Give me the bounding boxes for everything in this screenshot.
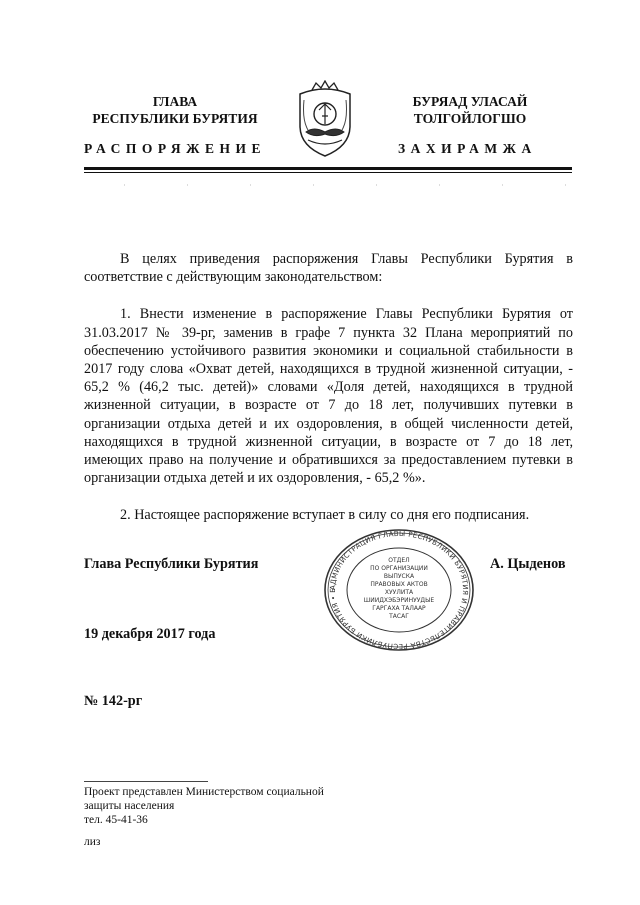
footer-rule <box>84 781 208 782</box>
header-right-line2: ТОЛГОЙЛОГШО <box>413 111 527 126</box>
header-left <box>80 93 270 127</box>
doc-type-left: РАСПОРЯЖЕНИЕ <box>84 141 267 156</box>
svg-text:ХУУЛИТА: ХУУЛИТА <box>384 589 414 596</box>
body-item-1: 1. Внести изменение в распоряжение Главы Республики Бурятия от 31.03.2017 № 39-рг, заменив в графе 7 пункта 32 Плана мероприятий по обеспечению устойчивого развития экономики и социальной стабильности в 2017 году слова «Охват детей, находящихся в трудной жизненной ситуации, - 65,2 % (46,2 тыс. детей)» словами «Доля детей, находящихся в трудной жизненной ситуации, в возрасте от 7 до 18 лет, получивших путевки в организации отдыха детей и их оздоровления, в общей численности детей, находящихся в трудной жизненной ситуации, в возрасте от 7 до 18 лет, имеющих право на получение и обратившихся за предоставлением путевки в организации отдыха детей и их оздоровления, - 65,2 %». <box>84 306 573 487</box>
header-right <box>370 93 570 127</box>
document-number: № 142-рг <box>84 693 143 709</box>
footer-line-1: Проект представлен Министерством социальной <box>84 786 324 798</box>
body-intro: В целях приведения распоряжения Главы Республики Бурятия в соответствие с действующим законодательством: <box>84 251 573 286</box>
header-rule-thick <box>84 167 572 170</box>
header-left-line1: ГЛАВА <box>152 94 198 109</box>
header-left-line2: РЕСПУБЛИКИ БУРЯТИЯ <box>92 111 258 126</box>
coat-of-arms-icon <box>294 80 356 160</box>
svg-text:АДМИНИСТРАЦИЯ ГЛАВЫ РЕСПУБЛИКИ: АДМИНИСТРАЦИЯ ГЛАВЫ РЕСПУБЛИКИ БУРЯТИЯ И ПРАВИТЕЛЬСТВА РЕСПУБЛИКИ БУРЯТИЯ • Б <box>328 529 470 651</box>
official-seal-stamp <box>322 528 476 652</box>
doc-type-right: ЗАХИРАМЖА <box>398 141 537 156</box>
svg-text:ШИИДХЭБЭРИНУУДЫЕ: ШИИДХЭБЭРИНУУДЫЕ <box>363 597 435 604</box>
header-right-line1: БУРЯАД УЛАСАЙ <box>412 94 528 109</box>
svg-text:ВЫПУСКА: ВЫПУСКА <box>383 573 415 580</box>
header-dotted-rule <box>84 175 572 181</box>
document-date: 19 декабря 2017 года <box>84 626 216 642</box>
header-rule-thin <box>84 172 572 173</box>
footer-code: лиз <box>84 836 101 848</box>
svg-text:ПО ОРГАНИЗАЦИИ: ПО ОРГАНИЗАЦИИ <box>370 565 428 572</box>
footer-note <box>84 785 324 827</box>
svg-text:ТАСАГ: ТАСАГ <box>389 613 409 620</box>
document-body <box>84 250 573 544</box>
footer-line-3: тел. 45-41-36 <box>84 814 148 826</box>
svg-text:ГАРГАХА ТАЛААР: ГАРГАХА ТАЛААР <box>372 605 426 612</box>
footer-line-2: защиты населения <box>84 800 175 812</box>
signature-position: Глава Республики Бурятия <box>84 556 259 572</box>
svg-text:ПРАВОВЫХ АКТОВ: ПРАВОВЫХ АКТОВ <box>370 581 428 588</box>
svg-text:ОТДЕЛ: ОТДЕЛ <box>388 557 410 564</box>
signature-name: А. Цыденов <box>490 556 566 572</box>
body-item-2: 2. Настоящее распоряжение вступает в силу со дня его подписания. <box>120 507 530 524</box>
